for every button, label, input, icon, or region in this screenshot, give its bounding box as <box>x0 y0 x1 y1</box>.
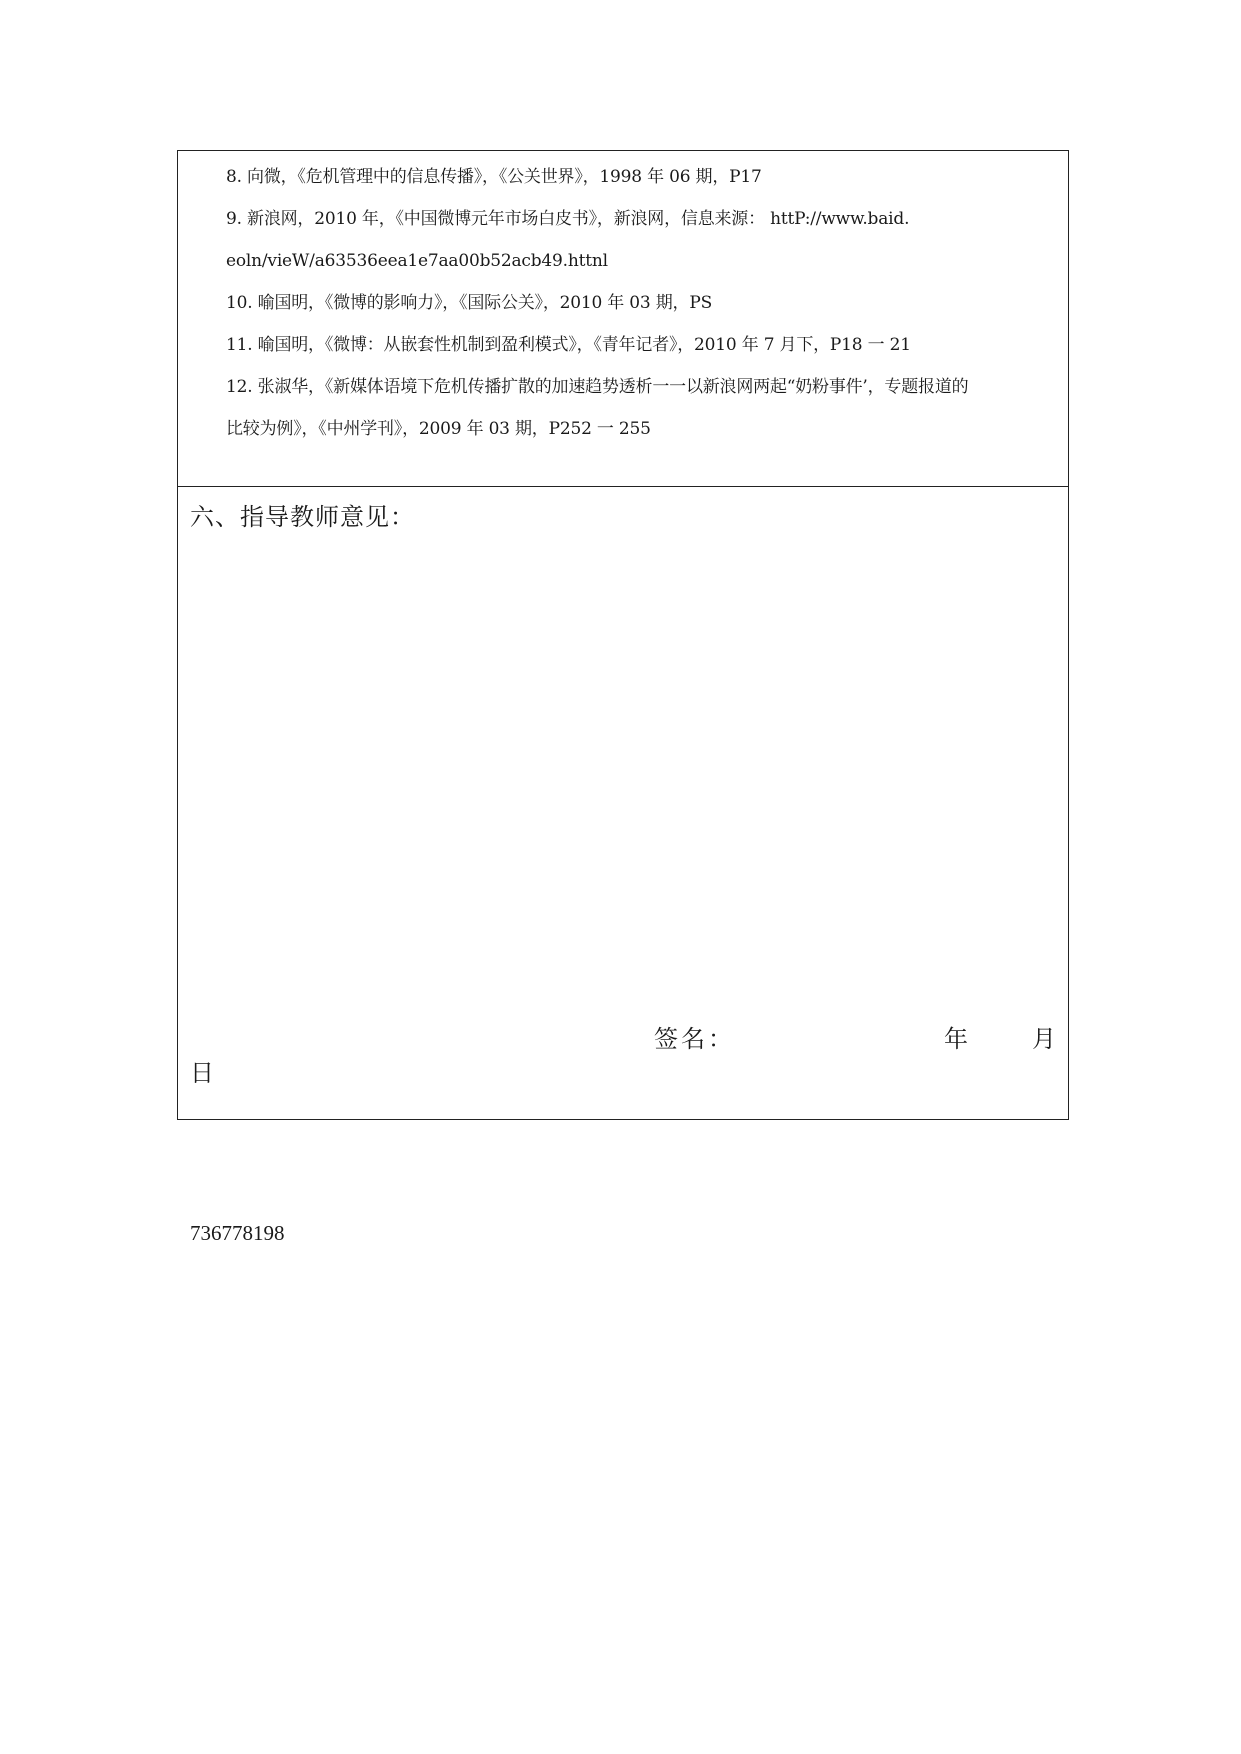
signature-label: 签名： <box>654 1025 735 1053</box>
year-label: 年 <box>944 1025 968 1053</box>
reference-item-11: 11. 喻国明，《微博：从嵌套性机制到盈利模式》，《青年记者》，2010 年 7 月下，P18 一 21 <box>226 335 911 355</box>
reference-item-12-continued: 比较为例》，《中州学刊》，2009 年 03 期，P252 一 255 <box>226 419 651 439</box>
month-label: 月 <box>1032 1025 1056 1053</box>
reference-item-8: 8. 向微，《危机管理中的信息传播》，《公关世界》，1998 年 06 期，P17 <box>226 167 762 187</box>
reference-item-9-continued: eoln/vieW/a63536eea1e7aa00b52acb49.httnl <box>226 251 608 271</box>
references-box <box>177 150 1069 487</box>
advisor-section-heading: 六、指导教师意见： <box>190 503 415 531</box>
day-label: 日 <box>190 1059 214 1087</box>
reference-item-9: 9. 新浪网，2010 年，《中国微博元年市场白皮书》，新浪网，信息来源： httP://www.baid. <box>226 209 910 229</box>
advisor-comments-box <box>177 486 1069 1120</box>
reference-item-12: 12. 张淑华，《新媒体语境下危机传播扩散的加速趋势透析一一以新浪网两起“奶粉事件’，专题报道的 <box>226 377 969 397</box>
document-id: 736778198 <box>190 1221 285 1245</box>
reference-item-10: 10. 喻国明，《微博的影响力》，《国际公关》，2010 年 03 期，PS <box>226 293 713 313</box>
